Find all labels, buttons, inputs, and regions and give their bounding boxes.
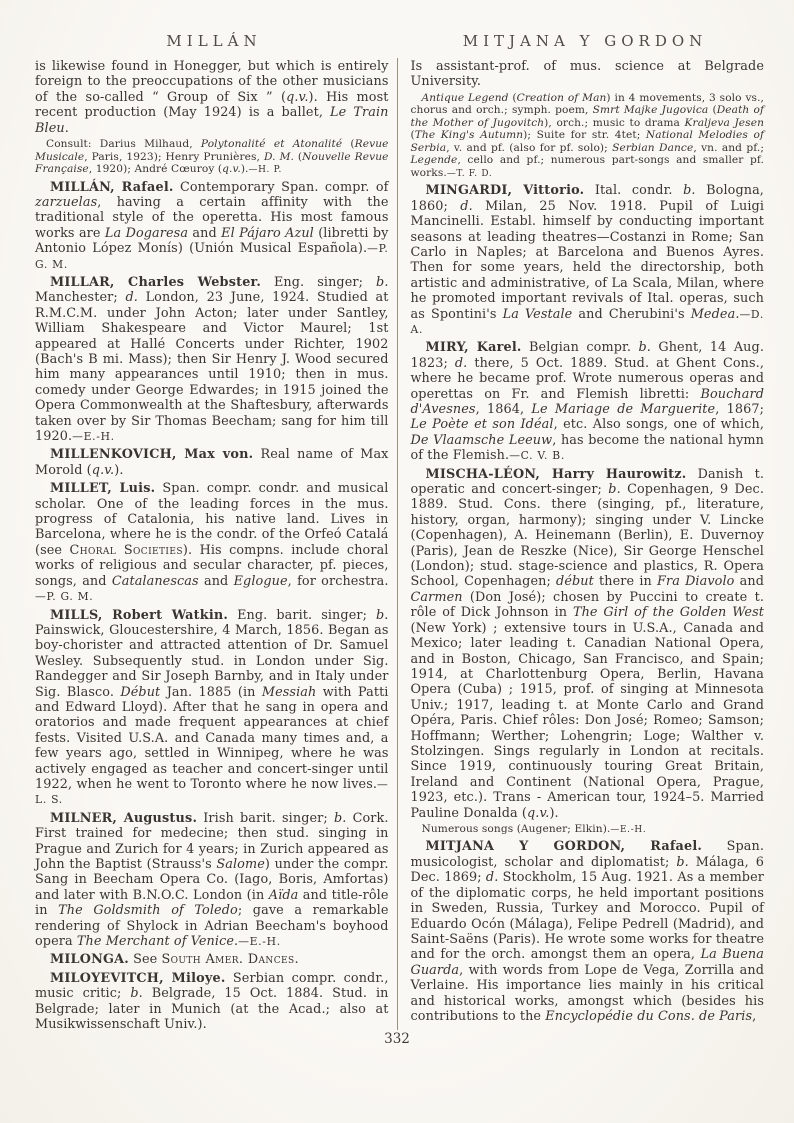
dictionary-entry: MIRY, Karel. Belgian compr. b. Ghent, 14 Aug. 1823; d. there, 5 Oct. 1889. Stud. at Ghent Cons., where he became prof. Wrote numerous operas and operettas on Fr. and Flemish libretti: Bouchard d'Avesnes, 1864, Le Mariage de Marguerite, 1867; Le Poète et son Idéal, etc. Also songs, one of which, De Vlaamsche Leeuw, has become the national hymn of the Flemish.—C. V. B. xyxy=(410,340,765,464)
right-column xyxy=(411,59,765,1032)
dictionary-entry: MILLÁN, Rafael. Contemporary Span. compr. of zarzuelas, having a certain affinity with the traditional style of the operetta. His most famous works are La Dogaresa and El Pájaro Azul (libretti by Antonio López Monís) (Unión Musical Española).—P. G. M. xyxy=(35,179,389,271)
left-column xyxy=(35,59,389,1032)
dictionary-entry: MISCHA-LÉON, Harry Haurowitz. Danish t. operatic and concert-singer; b. Copenhagen, 9 Dec. 1889. Stud. Cons. there (singing, pf., literature, history, organ, harmony); singing under V. Lincke (Copenhagen), A. Heinemann (Berlin), E. Duvernoy (Paris), Jean de Reszke (Nice), Sir George Henschel (London); stud. stage-science and plastics, R. Opera School, Copenhagen; début there in Fra Diavolo and Carmen (Don José); chosen by Puccini to create t. rôle of Dick Johnson in The Girl of the Golden West (New York) ; extensive tours in U.S.A., Canada and Mexico; later leading t. Canadian National Opera, and in Boston, Chicago, San Francisco, and Spain; 1914, at Charlottenburg Opera, Berlin, Havana Opera (Cuba) ; 1915, prof. of singing at Minnesota Univ.; 1917, leading t. at Monte Carlo and Grand Opéra, Paris. Chief rôles: Don José; Romeo; Samson; Hoffmann; Werther; Lohengrin; Loge; Walther v. Stolzingen. Sings regularly in London at recitals. Since 1919, continuously touring Great Britain, Ireland and Continent (National Opera, Prague, 1923, etc.). Trans - American tour, 1924–5. Married Pauline Donalda (q.v.). xyxy=(410,466,764,821)
dictionary-entry: MILLS, Robert Watkin. Eng. barit. singer; b. Painswick, Gloucestershire, 4 March, 1856. Began as boy-chorister and attracted attention of Dr. Samuel Wesley. Subsequently stud. in London under Sig. Randegger and Sir Joseph Barnby, and in Italy under Sig. Blasco. Début Jan. 1885 (in Messiah with Patti and Edward Lloyd). After that he sang in opera and oratorios and made frequent appearances at chief fests. Visited U.S.A. and Canada many times and, a few years ago, settled in Winnipeg, where he was actively engaged as teacher and concert-singer until 1922, when he went to Toronto where he now lives.—L. S. xyxy=(35,607,389,807)
text-columns xyxy=(35,59,764,1032)
dictionary-entry: MILLAR, Charles Webster. Eng. singer; b. Manchester; d. London, 23 June, 1924. Studied at R.M.C.M. under John Acton; later under Santley, William Shakespeare and Victor Maurel; 1st appeared at Hallé Concerts under Richter, 1902 (Bach's B mi. Mass); then Sir Henry J. Wood secured him many appearances until 1910; then in mus. comedy under George Edwardes; in 1915 joined the Opera Commonwealth at the Shaftesbury, afterwards taken over by Sir Thomas Beecham; sang for him till 1920.—E.-H. xyxy=(35,274,389,445)
right-running-head: MITJANA Y GORDON xyxy=(462,32,708,50)
dictionary-entry: MILONGA. See South Amer. Dances. xyxy=(50,952,299,968)
small-print-block: Numerous songs (Augener; Elkin).—E.-H. xyxy=(421,822,647,835)
page-number: 332 xyxy=(384,1031,410,1047)
continuation-paragraph: is likewise found in Honegger, but which is entirely foreign to the preoccupations of the other musicians of the so-called “ Group of Six ” (q.v.). His most recent production (May 1924) is a ballet, Le Train Bleu. xyxy=(35,59,389,136)
dictionary-entry: MILNER, Augustus. Irish barit. singer; b. Cork. First trained for medecine; then stud. singing in Prague and Zurich for 4 years; in Zurich appeared as John the Baptist (Strauss's Salome) under the compr. Sang in Beecham Opera Co. (Iago, Boris, Amfortas) and later with B.N.O.C. London (in Aïda and title-rôle in The Goldsmith of Toledo; gave a remarkable rendering of Shylock in Adrian Beecham's boyhood opera The Merchant of Venice.—E.-H. xyxy=(35,810,389,950)
dictionary-entry: MILLENKOVICH, Max von. Real name of Max Morold (q.v.). xyxy=(35,447,389,478)
continuation-paragraph: Is assistant-prof. of mus. science at Belgrade University. xyxy=(410,59,764,90)
dictionary-entry: MILOYEVITCH, Miloye. Serbian compr. condr., music critic; b. Belgrade, 15 Oct. 1884. Stud. in Belgrade; later in Munich (at the Acad.; also at Musikwissenschaft Univ.). xyxy=(35,970,389,1033)
small-print-block: Consult: Darius Milhaud, Polytonalité et Atonalité (Revue Musicale, Paris, 1923); Henry Prunières, D. M. (Nouvelle Revue Française, 1920); André Cœuroy (q.v.).—H. P. xyxy=(35,138,389,176)
dictionary-entry: MITJANA Y GORDON, Rafael. Span. musicologist, scholar and diplomatist; b. Málaga, 6 Dec. 1869; d. Stockholm, 15 Aug. 1921. As a member of the diplomatic corps, he held important positions in Sweden, Russia, Turkey and Morocco. Pupil of Eduardo Ocón (Málaga), Felipe Pedrell (Madrid), and Saint-Saëns (Paris). He wrote some works for theatre and for the orch. amongst them an opera, La Buena Guarda, with words from Lope de Vega, Zorrilla and Verlaine. His importance lies mainly in his critical and historical works, amongst which (besides his contributions to the Encyclopédie du Cons. de Paris, xyxy=(410,839,764,1024)
dictionary-entry: MINGARDI, Vittorio. Ital. condr. b. Bologna, 1860; d. Milan, 25 Nov. 1918. Pupil of Luigi Mancinelli. Establ. himself by conducting important seasons at leading theatres—Costanzi in Rome; San Carlo in Naples; at Barcelona and Buenos Ayres. Then for some years, held the directorship, both artistic and administrative, of La Scala, Milan, where he promoted important revivals of Ital. operas, such as Spontini's La Vestale and Cherubini's Medea.—D. A. xyxy=(410,183,765,336)
small-print-block: Antique Legend (Creation of Man) in 4 movements, 3 solo vs., chorus and orch.; symph. poem, Smrt Majke Jugovica (Death of the Mother of Jugovitch), orch.; music to drama Kraljeva Jesen (The King's Autumn); Suite for str. 4tet; National Melodies of Serbia, v. and pf. (also for pf. solo); Serbian Dance, vn. and pf.; Legende, cello and pf.; numerous part-songs and smaller pf. works.—T. F. D. xyxy=(410,91,764,179)
left-running-head: MILLÁN xyxy=(166,32,262,50)
running-heads xyxy=(35,32,764,50)
dictionary-entry: MILLET, Luis. Span. compr. condr. and musical scholar. One of the leading forces in the mus. progress of Catalonia, his native land. Lives in Barcelona, where he is the condr. of the Orfeó Catalá (see Choral Societies). His compns. include choral works of religious and secular character, pf. pieces, songs, and Catalanescas and Eglogue, for orchestra.—P. G. M. xyxy=(35,481,389,604)
